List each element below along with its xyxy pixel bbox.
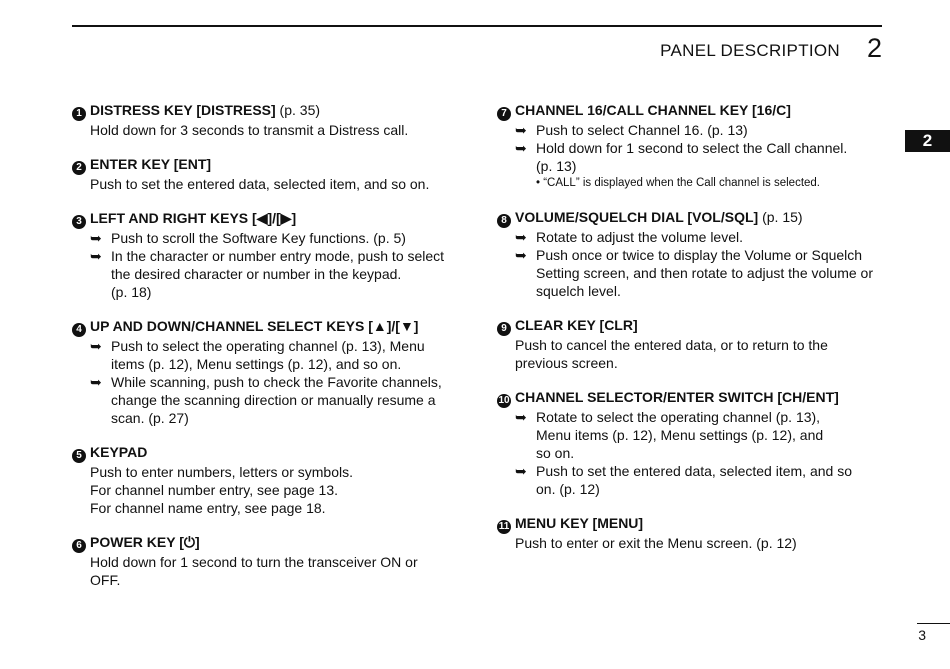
page-header-title: PANEL DESCRIPTION: [660, 41, 840, 60]
arrow-bullet-icon: ➥: [90, 338, 102, 354]
body-line: For channel name entry, see page 18.: [90, 500, 326, 516]
section-heading: LEFT AND RIGHT KEYS [◀]/[▶]: [90, 210, 297, 226]
section-title: [72, 533, 472, 553]
bullet-text: Push to select the operating channel (p. 13), Menu: [111, 338, 425, 354]
section-heading: VOLUME/SQUELCH DIAL [VOL/SQL]: [515, 209, 759, 225]
item-number-badge: 3: [72, 215, 86, 229]
bullet-line: [497, 480, 897, 498]
section: [497, 101, 897, 192]
item-number-badge: 9: [497, 322, 511, 336]
bullet-text: In the character or number entry mode, push to select: [111, 248, 445, 264]
body-line: Hold down for 3 seconds to transmit a Distress call.: [90, 122, 409, 138]
bullet-text: (p. 13): [536, 158, 577, 174]
left-column: [72, 101, 472, 605]
section-title: [72, 101, 472, 121]
item-number-badge: 4: [72, 323, 86, 337]
section: [72, 101, 472, 139]
bullet-text: Push to set the entered data, selected item, and so: [536, 463, 852, 479]
section-heading: MENU KEY [MENU]: [515, 515, 644, 531]
bullet-text: (p. 18): [111, 284, 152, 300]
bullet-text: squelch level.: [536, 283, 621, 299]
bullet-line: [72, 391, 472, 409]
bullet-line: [72, 229, 472, 247]
section-title: [72, 209, 472, 229]
bottom-rule: [917, 623, 950, 624]
bullet-line: [72, 283, 472, 301]
note-text: • “CALL” is displayed when the Call channel is selected.: [536, 177, 821, 189]
section-heading: POWER KEY [⏻]: [90, 534, 200, 550]
bullet-line: [72, 373, 472, 391]
item-number-badge: 6: [72, 539, 86, 553]
body-line: Push to set the entered data, selected item, and so on.: [90, 176, 430, 192]
bullet-text: Setting screen, and then rotate to adjust the volume or: [536, 265, 873, 281]
bullet-text: change the scanning direction or manually resume a: [111, 392, 436, 408]
item-number-badge: 1: [72, 107, 86, 121]
page-reference: (p. 15): [758, 209, 803, 225]
bullet-line: [497, 426, 897, 444]
item-number-badge: 5: [72, 449, 86, 463]
item-number-badge: 7: [497, 107, 511, 121]
bullet-line: [497, 121, 897, 139]
body-line: Hold down for 1 second to turn the transceiver ON or: [90, 554, 418, 570]
page-reference: (p. 35): [275, 102, 321, 118]
chapter-side-tab: 2: [905, 130, 950, 152]
top-rule: [72, 25, 882, 27]
arrow-bullet-icon: ➥: [90, 230, 102, 246]
section: [72, 209, 472, 301]
body-line: Push to enter or exit the Menu screen. (p. 12): [515, 535, 797, 551]
bullet-text: on. (p. 12): [536, 481, 600, 497]
bullet-text: While scanning, push to check the Favorite channels,: [111, 374, 442, 390]
section-heading: KEYPAD: [90, 444, 148, 460]
bullet-text: Push once or twice to display the Volume or Squelch: [536, 247, 863, 263]
body-line: For channel number entry, see page 13.: [90, 482, 339, 498]
item-number-badge: 2: [72, 161, 86, 175]
bullet-line: [72, 409, 472, 427]
bullet-text: Menu items (p. 12), Menu settings (p. 12), and: [536, 427, 824, 443]
section-heading: UP AND DOWN/CHANNEL SELECT KEYS [▲]/[▼]: [90, 318, 419, 334]
bullet-text: scan. (p. 27): [111, 410, 189, 426]
arrow-bullet-icon: ➥: [515, 122, 527, 138]
section: [72, 155, 472, 193]
section-title: [72, 443, 472, 463]
section-title: [72, 155, 472, 175]
bullet-line: [72, 247, 472, 265]
arrow-bullet-icon: ➥: [90, 374, 102, 390]
section-heading: CHANNEL SELECTOR/ENTER SWITCH [CH/ENT]: [515, 389, 839, 405]
arrow-bullet-icon: ➥: [515, 463, 527, 479]
item-number-badge: 8: [497, 214, 511, 228]
section-heading: DISTRESS KEY [DISTRESS]: [90, 102, 276, 118]
right-column: [497, 101, 897, 568]
page-number: 3: [918, 627, 926, 643]
bullet-line: [497, 282, 897, 300]
section-heading: CHANNEL 16/CALL CHANNEL KEY [16/C]: [515, 102, 791, 118]
section-title: [497, 208, 897, 228]
bullet-line: [497, 246, 897, 264]
item-number-badge: 11: [498, 521, 510, 532]
bullet-text: Push to select Channel 16. (p. 13): [536, 122, 748, 138]
section-heading: CLEAR KEY [CLR]: [515, 317, 638, 333]
section: [72, 443, 472, 517]
bullet-line: [497, 444, 897, 462]
bullet-text: so on.: [536, 445, 575, 461]
bullet-text: items (p. 12), Menu settings (p. 12), and so on.: [111, 356, 402, 372]
section: [72, 533, 472, 589]
arrow-bullet-icon: ➥: [515, 409, 527, 425]
bullet-text: Rotate to adjust the volume level.: [536, 229, 744, 245]
bullet-line: [497, 157, 897, 175]
bullet-line: [497, 462, 897, 480]
section-title: [497, 514, 897, 534]
section: [497, 316, 897, 372]
bullet-line: [497, 139, 897, 157]
item-number-badge: 10: [498, 395, 510, 406]
bullet-text: Hold down for 1 second to select the Call channel.: [536, 140, 848, 156]
section: [72, 317, 472, 427]
bullet-line: [72, 337, 472, 355]
section-heading: ENTER KEY [ENT]: [90, 156, 212, 172]
bullet-line: [72, 355, 472, 373]
section: [497, 514, 897, 552]
bullet-line: [497, 264, 897, 282]
section-title: [72, 317, 472, 337]
arrow-bullet-icon: ➥: [515, 247, 527, 263]
bullet-text: the desired character or number in the keypad.: [111, 266, 402, 282]
bullet-line: [497, 228, 897, 246]
section: [497, 208, 897, 300]
chapter-number: 2: [866, 33, 882, 63]
body-line: previous screen.: [515, 355, 618, 371]
section-title: [497, 316, 897, 336]
section-title: [497, 101, 897, 121]
bullet-line: [72, 265, 472, 283]
bullet-text: Push to scroll the Software Key functions. (p. 5): [111, 230, 406, 246]
body-line: OFF.: [90, 572, 121, 588]
arrow-bullet-icon: ➥: [515, 229, 527, 245]
section: [497, 388, 897, 498]
body-line: Push to cancel the entered data, or to return to the: [515, 337, 828, 353]
bullet-text: Rotate to select the operating channel (p. 13),: [536, 409, 821, 425]
arrow-bullet-icon: ➥: [515, 140, 527, 156]
arrow-bullet-icon: ➥: [90, 248, 102, 264]
bullet-line: [497, 408, 897, 426]
section-title: [497, 388, 897, 408]
body-line: Push to enter numbers, letters or symbols.: [90, 464, 353, 480]
